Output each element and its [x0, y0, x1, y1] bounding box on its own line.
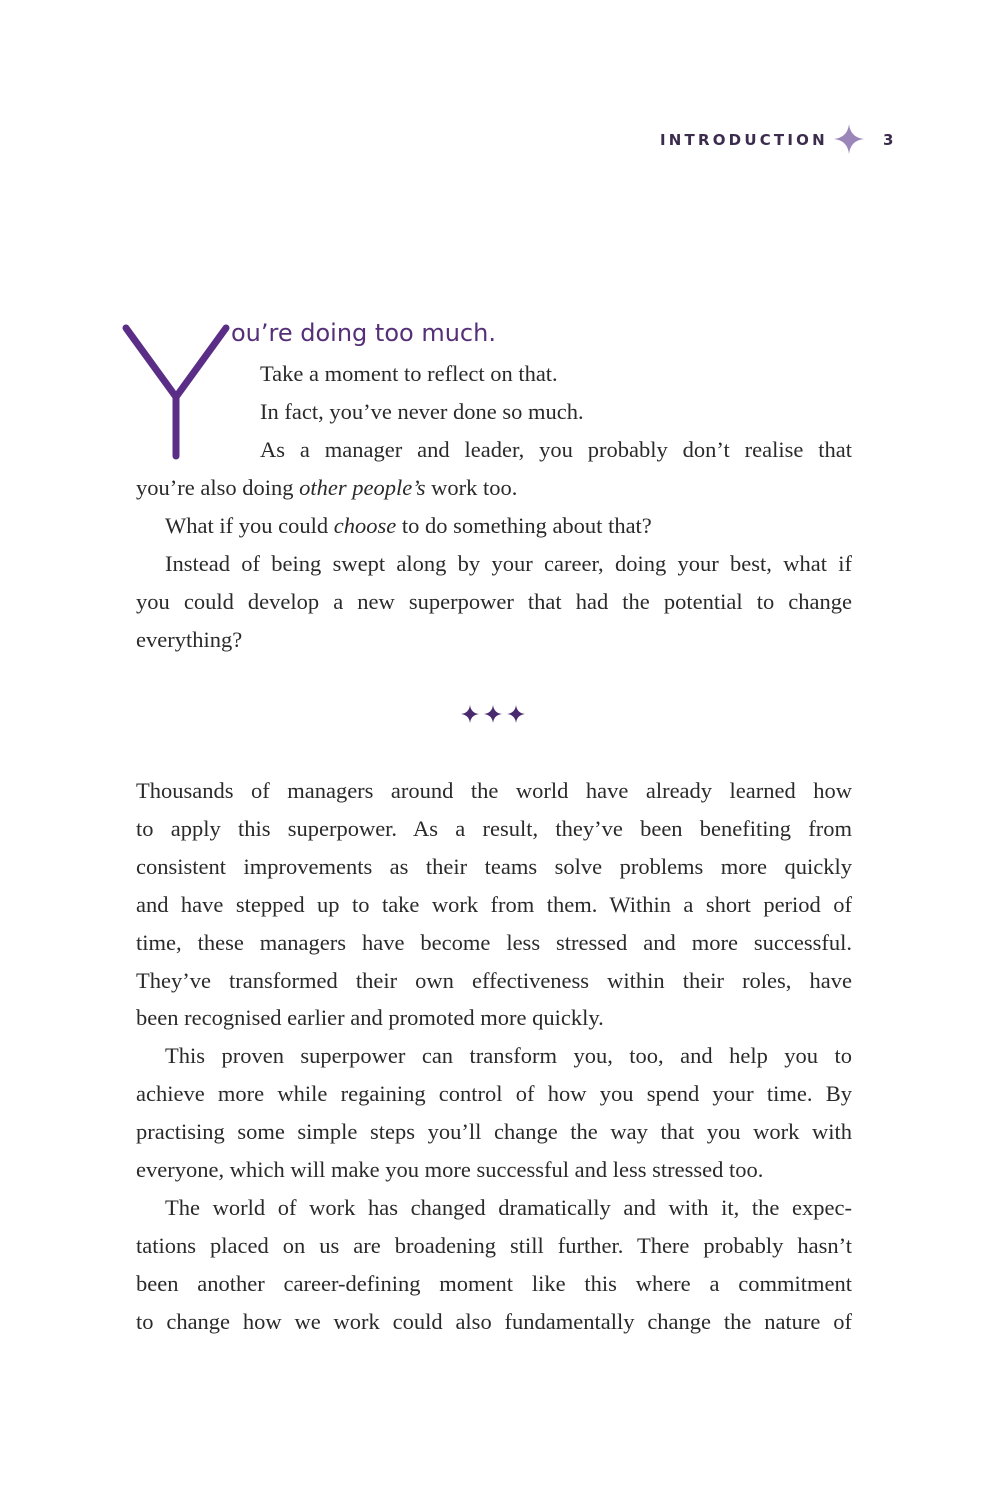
text-line: Thousands of managers around the world have already learned how — [136, 778, 852, 803]
text: to do something about that? — [396, 513, 652, 538]
text-line: to change how we work could also fundamentally change the nature of — [136, 1309, 852, 1334]
text-line: and have stepped up to take work from them. Within a short period of — [136, 892, 852, 917]
text-line: tations placed on us are broadening still further. There probably hasn’t — [136, 1233, 852, 1258]
text-line: everything? — [136, 627, 243, 652]
text-line — [165, 507, 852, 545]
lead-sentence: ou’re doing too much. — [231, 319, 496, 347]
text-line: practising some simple steps you’ll change the way that you work with — [136, 1119, 852, 1144]
emphasis: choose — [333, 513, 397, 538]
section-title: INTRODUCTION — [660, 131, 828, 149]
text-line: achieve more while regaining control of how you spend your time. By — [136, 1081, 852, 1106]
text: work too. — [425, 475, 518, 500]
text-line: This proven superpower can transform you, too, and help you to — [165, 1043, 852, 1068]
text-line: been recognised earlier and promoted more quickly. — [136, 1005, 604, 1030]
emphasis: other people’s — [299, 475, 426, 500]
drop-cap-y — [120, 322, 232, 462]
text-line: The world of work has changed dramatically and with it, the expec- — [165, 1195, 852, 1220]
text-line: you could develop a new superpower that had the potential to change — [136, 589, 852, 614]
page-number: 3 — [883, 131, 894, 149]
text-line — [136, 469, 852, 507]
text-line: been another career-defining moment like this where a commitment — [136, 1271, 852, 1296]
text: you’re also doing — [136, 475, 300, 500]
text: What if you could — [165, 513, 334, 538]
text-line: Take a moment to reflect on that. — [260, 361, 558, 386]
text-line: In fact, you’ve never done so much. — [260, 399, 584, 424]
text-line: to apply this superpower. As a result, they’ve been benefiting from — [136, 816, 852, 841]
text-line: everyone, which will make you more successful and less stressed too. — [136, 1157, 764, 1182]
text-line: time, these managers have become less stressed and more successful. — [136, 930, 852, 955]
section-break-stars — [460, 703, 526, 725]
text-line: consistent improvements as their teams solve problems more quickly — [136, 854, 852, 879]
text-line: Instead of being swept along by your career, doing your best, what if — [165, 551, 852, 576]
four-point-star-icon — [834, 124, 864, 154]
text-line: As a manager and leader, you probably don’t realise that — [260, 437, 852, 462]
text-line: They’ve transformed their own effectiveness within their roles, have — [136, 968, 852, 993]
